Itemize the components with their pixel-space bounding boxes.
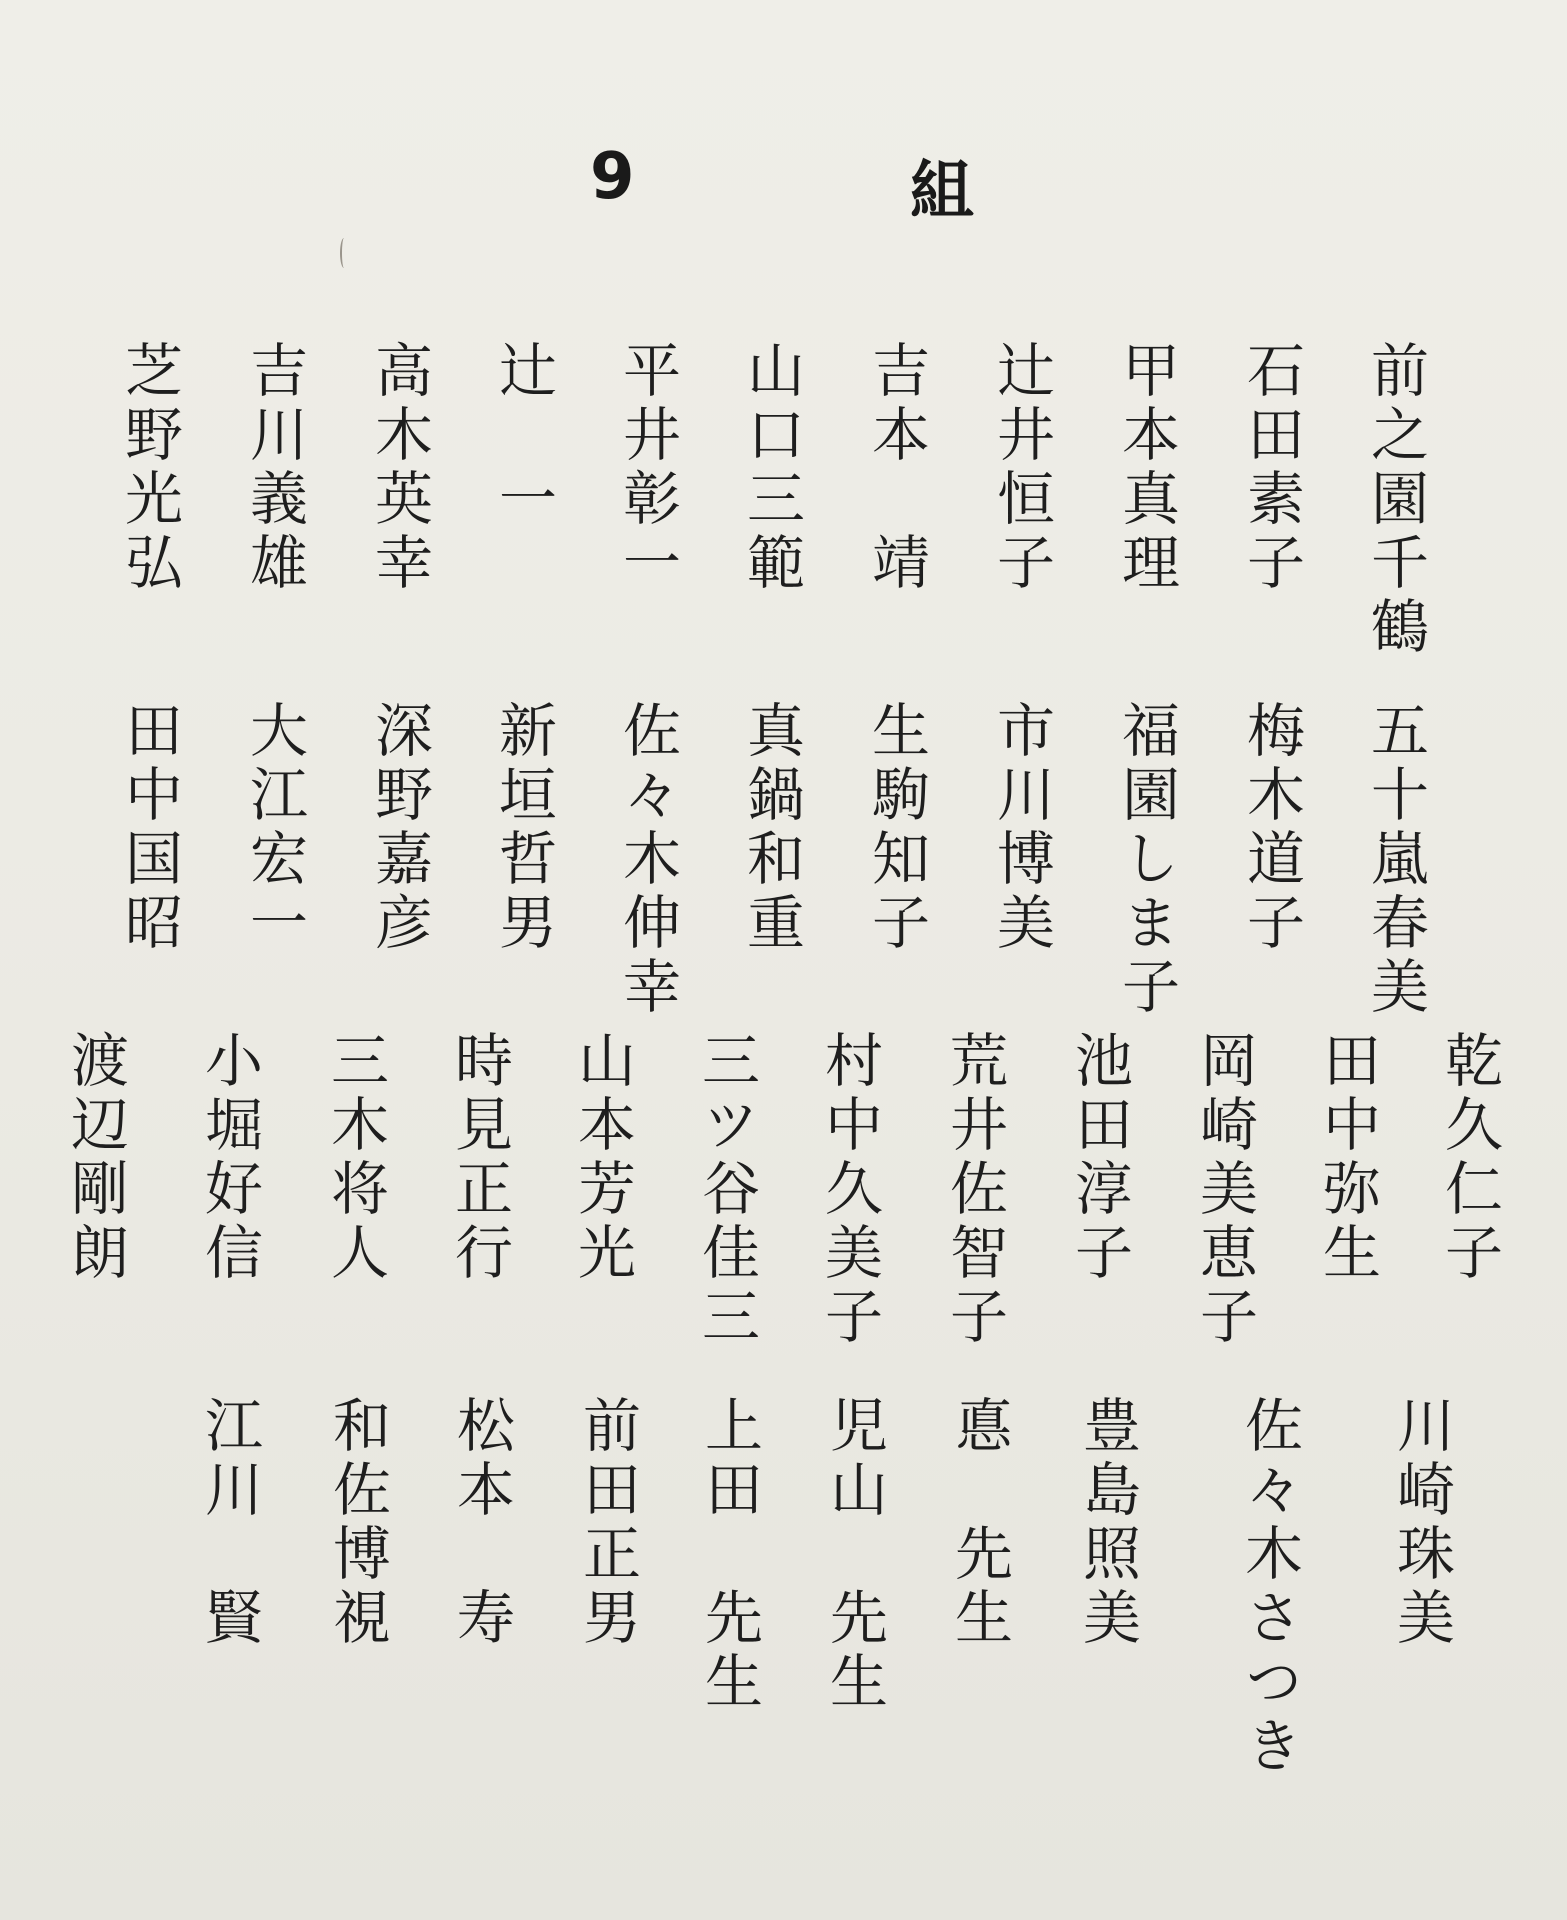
teacher-name: 児山 先生 <box>820 1395 888 1715</box>
student-name: 岡崎美恵子 <box>1190 1030 1258 1350</box>
student-name: 吉本 靖 <box>862 340 930 596</box>
student-name: 田中弥生 <box>1313 1030 1381 1286</box>
student-name: 豊島照美 <box>1073 1395 1141 1651</box>
student-name: 生駒知子 <box>862 700 930 956</box>
student-name: 石田素子 <box>1237 340 1305 596</box>
class-kumi-label: 組 <box>910 155 974 229</box>
student-name: 梅木道子 <box>1237 700 1305 956</box>
student-name: 佐々木さつき <box>1235 1395 1303 1779</box>
student-name: 山本芳光 <box>568 1030 636 1286</box>
student-name: 池田淳子 <box>1065 1030 1133 1286</box>
teacher-name: 悳 先生 <box>945 1395 1013 1651</box>
class-number: 9 <box>590 140 635 214</box>
student-name: 川崎珠美 <box>1387 1395 1455 1651</box>
student-name: 真鍋和重 <box>737 700 805 956</box>
student-name: 田中国昭 <box>115 700 183 956</box>
student-name: 平井彰一 <box>613 340 681 596</box>
student-name: 村中久美子 <box>815 1030 883 1350</box>
student-name: 甲本真理 <box>1112 340 1180 596</box>
student-name: 時見正行 <box>445 1030 513 1286</box>
class-title <box>0 140 1567 240</box>
student-name: 荒井佐智子 <box>940 1030 1008 1350</box>
student-name: 山口三範 <box>737 340 805 596</box>
student-name: 辻 一 <box>489 340 557 532</box>
student-name: 和佐博視 <box>323 1395 391 1651</box>
student-name: 乾久仁子 <box>1435 1030 1503 1286</box>
student-name: 渡辺剛朗 <box>61 1030 129 1286</box>
student-name: 江川 賢 <box>195 1395 263 1651</box>
student-name: 松本 寿 <box>447 1395 515 1651</box>
student-name: 深野嘉彦 <box>365 700 433 956</box>
student-name: 吉川義雄 <box>240 340 308 596</box>
pencil-mark <box>340 238 348 268</box>
student-name: 小堀好信 <box>195 1030 263 1286</box>
student-name: 芝野光弘 <box>115 340 183 596</box>
student-name: 大江宏一 <box>240 700 308 956</box>
student-name: 前田正男 <box>573 1395 641 1651</box>
student-name: 市川博美 <box>987 700 1055 956</box>
student-name: 辻井恒子 <box>987 340 1055 596</box>
student-name: 高木英幸 <box>365 340 433 596</box>
student-name: 三ツ谷佳三 <box>692 1030 760 1350</box>
student-name: 前之園千鶴 <box>1361 340 1429 660</box>
student-name: 福園しま子 <box>1112 700 1180 1020</box>
student-name: 五十嵐春美 <box>1361 700 1429 1020</box>
student-name: 三木将人 <box>321 1030 389 1286</box>
teacher-name: 上田 先生 <box>695 1395 763 1715</box>
student-name: 佐々木伸幸 <box>613 700 681 1020</box>
student-name: 新垣哲男 <box>489 700 557 956</box>
